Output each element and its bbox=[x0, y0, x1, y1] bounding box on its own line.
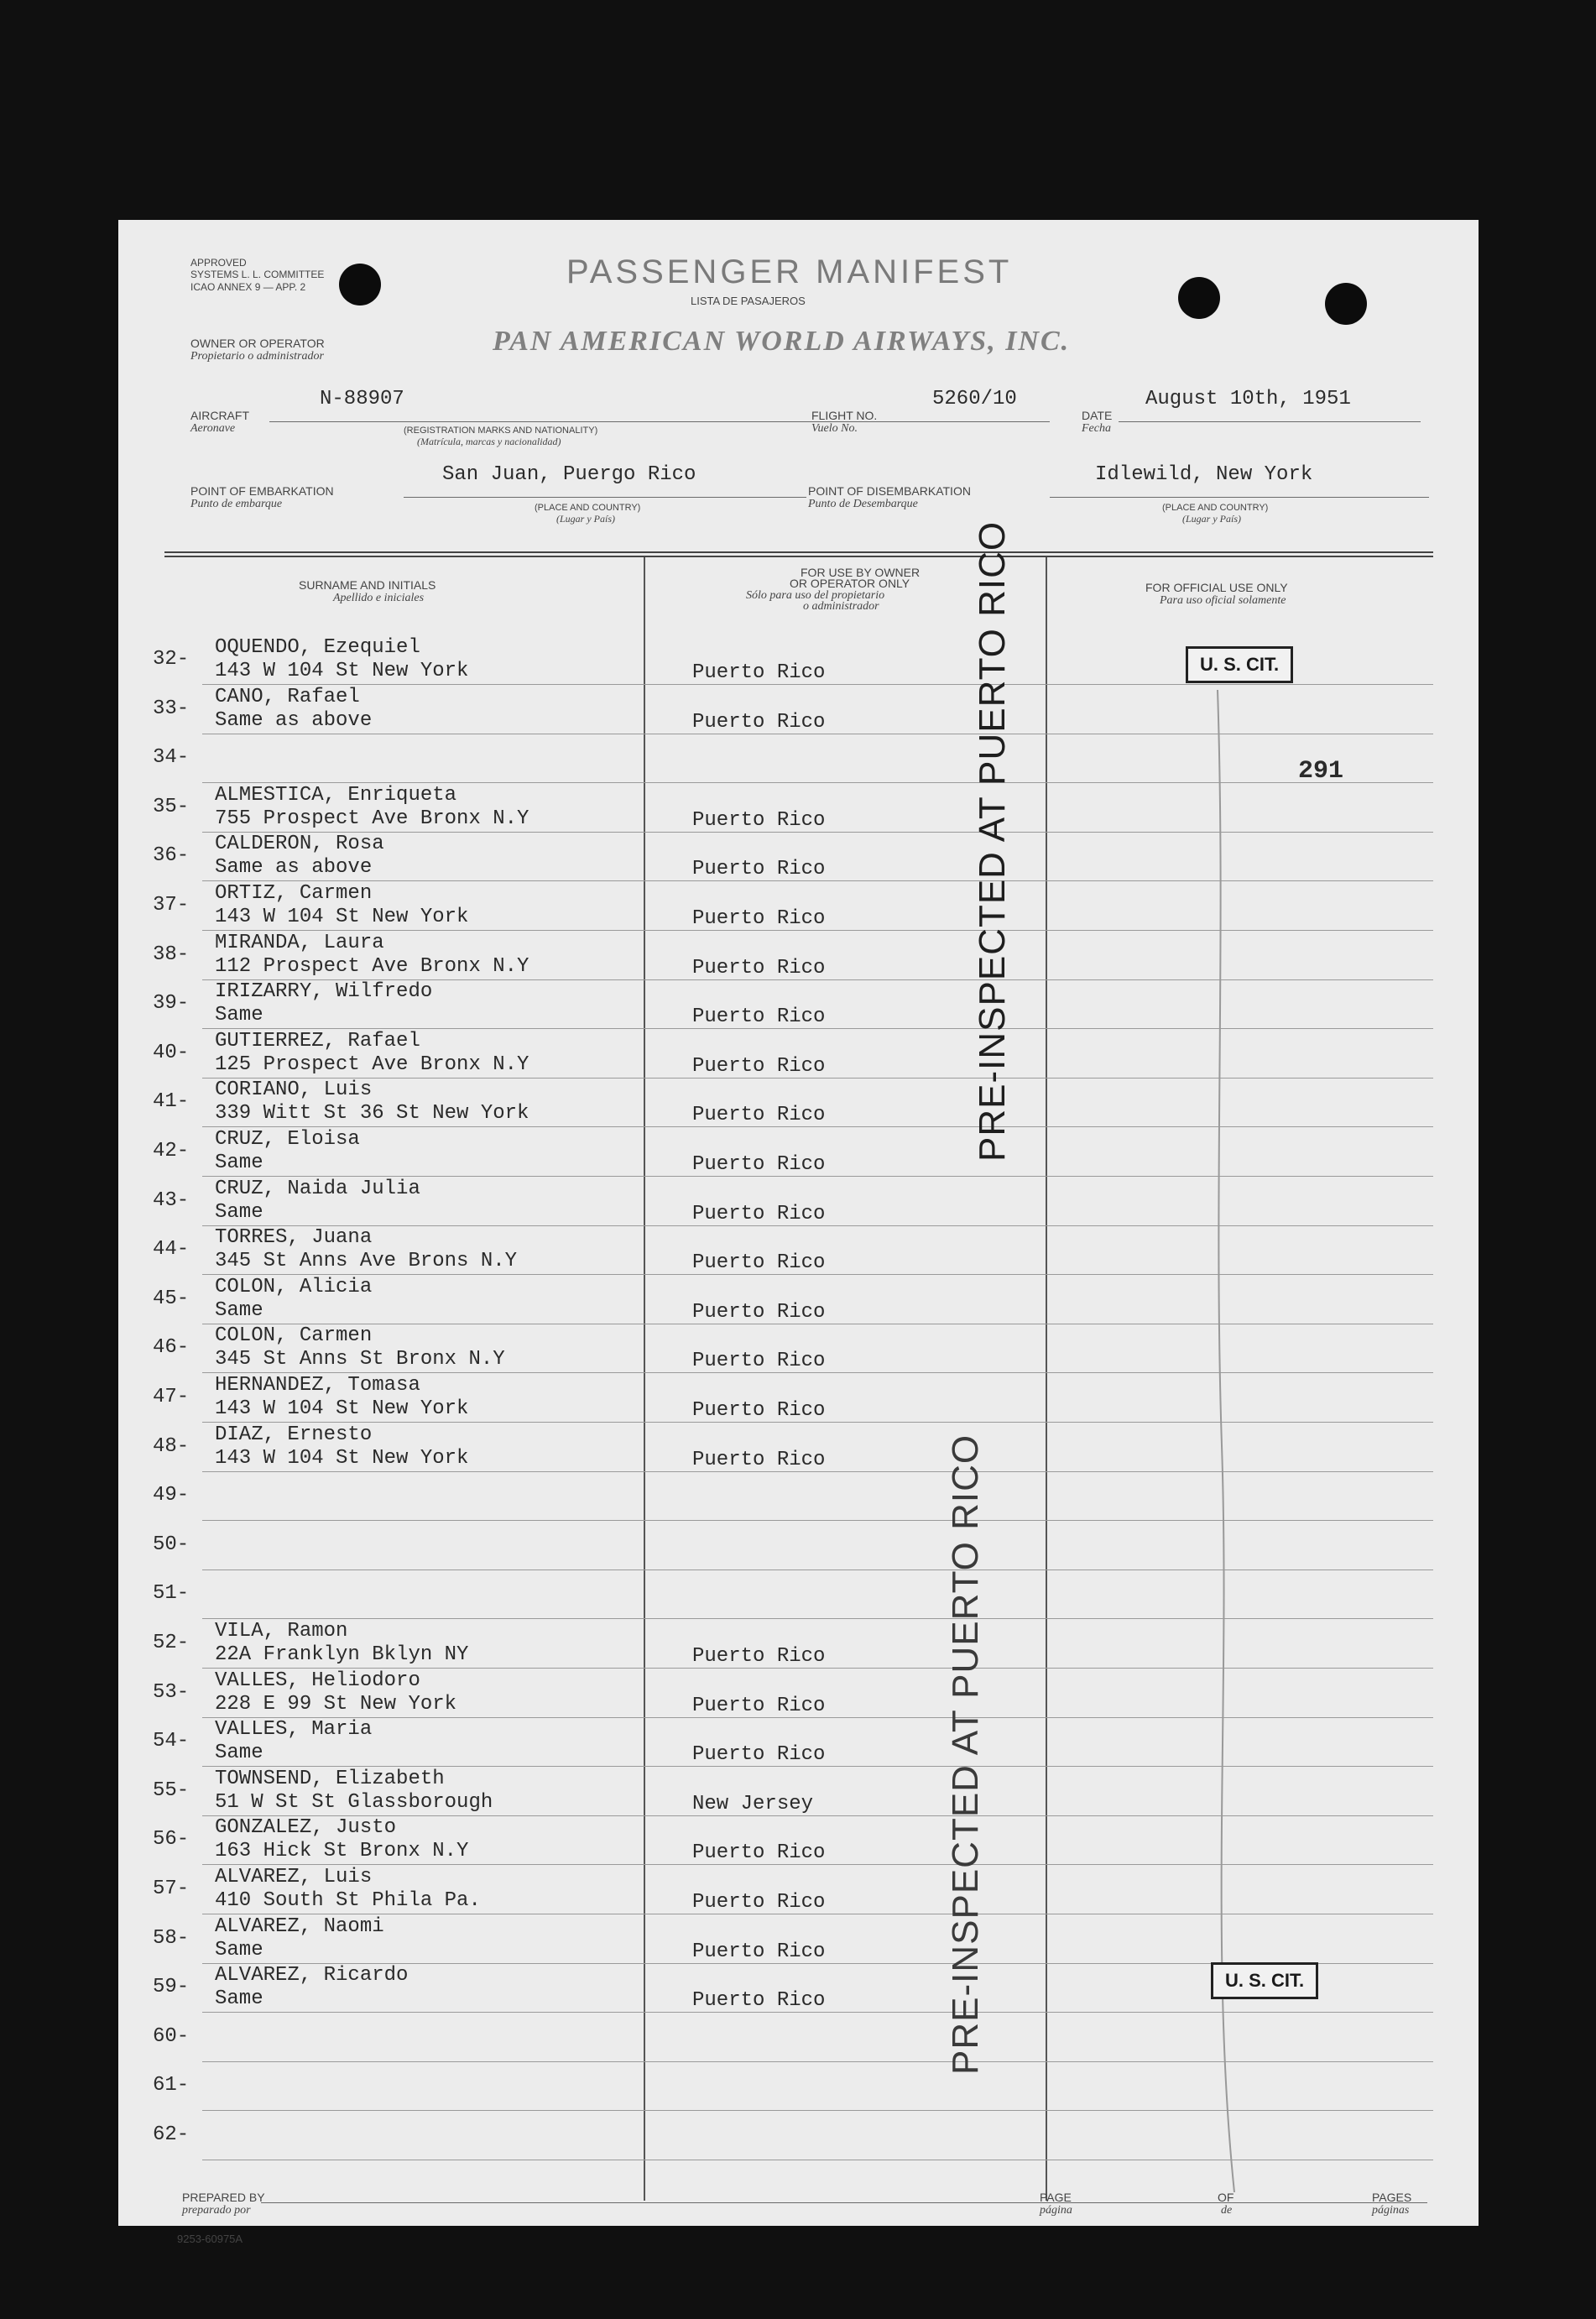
table-row bbox=[118, 1079, 1479, 1127]
preinspected-stamp-2: PRE-INSPECTED AT PUERTO RICO bbox=[945, 1434, 986, 2075]
disembark-place-note-es: (Lugar y País) bbox=[1182, 513, 1241, 525]
table-row bbox=[118, 2062, 1479, 2111]
passenger-country: Puerto Rico bbox=[692, 907, 826, 930]
passenger-name: ALVAREZ, Naomi bbox=[215, 1914, 384, 1938]
passenger-country: Puerto Rico bbox=[692, 1694, 826, 1717]
passenger-name: OQUENDO, Ezequiel bbox=[215, 636, 420, 659]
row-number: 32- bbox=[153, 648, 190, 671]
row-number: 47- bbox=[153, 1386, 190, 1408]
row-number: 34- bbox=[153, 746, 190, 770]
passenger-address: Same bbox=[215, 1742, 263, 1765]
disembark-label: POINT OF DISEMBARKATION bbox=[808, 484, 971, 498]
passenger-address: Same as above bbox=[215, 708, 373, 732]
passenger-name: ALVAREZ, Ricardo bbox=[215, 1964, 409, 1987]
row-number: 48- bbox=[153, 1434, 190, 1458]
passenger-address: 228 E 99 St New York bbox=[215, 1692, 457, 1716]
passenger-country: Puerto Rico bbox=[692, 1251, 826, 1275]
form-number: 9253-60975A bbox=[177, 2233, 243, 2245]
aircraft-label-es: Aeronave bbox=[190, 422, 236, 435]
table-row bbox=[118, 2013, 1479, 2062]
page-title-es: LISTA DE PASAJEROS bbox=[691, 295, 806, 307]
passenger-country: Puerto Rico bbox=[692, 1300, 826, 1324]
table-row bbox=[118, 1718, 1479, 1767]
row-number: 37- bbox=[153, 894, 190, 917]
passenger-name: DIAZ, Ernesto bbox=[215, 1423, 373, 1446]
passenger-country: Puerto Rico bbox=[692, 1940, 826, 1963]
passenger-country: Puerto Rico bbox=[692, 1448, 826, 1471]
aircraft-label: AIRCRAFT bbox=[190, 409, 249, 422]
passenger-name: CORIANO, Luis bbox=[215, 1079, 373, 1102]
passenger-address: 163 Hick St Bronx N.Y bbox=[215, 1840, 469, 1863]
passenger-name: COLON, Carmen bbox=[215, 1324, 373, 1348]
row-number: 58- bbox=[153, 1926, 190, 1950]
of-label: OF bbox=[1218, 2191, 1234, 2204]
row-number: 54- bbox=[153, 1730, 190, 1753]
preinspected-stamp-1: PRE-INSPECTED AT PUERTO RICO bbox=[972, 520, 1013, 1162]
date-value: August 10th, 1951 bbox=[1145, 388, 1351, 410]
table-row bbox=[118, 1226, 1479, 1275]
passenger-name: MIRANDA, Laura bbox=[215, 931, 384, 954]
row-number: 40- bbox=[153, 1041, 190, 1064]
passenger-country: Puerto Rico bbox=[692, 1989, 826, 2013]
registration-note-es: (Matrícula, marcas y nacionalidad) bbox=[417, 436, 561, 447]
manifest-sheet bbox=[118, 220, 1479, 2245]
approved-line-1: APPROVED bbox=[190, 257, 247, 269]
table-row bbox=[118, 1915, 1479, 1964]
passenger-address: 143 W 104 St New York bbox=[215, 906, 469, 928]
passenger-country: Puerto Rico bbox=[692, 1350, 826, 1373]
us-cit-stamp-top: U. S. CIT. bbox=[1186, 646, 1293, 683]
prepared-label-es: preparado por bbox=[182, 2204, 251, 2217]
table-row bbox=[118, 1374, 1479, 1423]
passenger-name: CANO, Rafael bbox=[215, 685, 360, 708]
passenger-address: 112 Prospect Ave Bronx N.Y bbox=[215, 954, 529, 978]
passenger-country: Puerto Rico bbox=[692, 956, 826, 979]
col-owner-use-2: OR OPERATOR ONLY bbox=[790, 577, 910, 590]
passenger-address: 143 W 104 St New York bbox=[215, 1397, 469, 1420]
row-number: 61- bbox=[153, 2074, 190, 2097]
passenger-address: Same bbox=[215, 1298, 263, 1322]
table-row bbox=[118, 1423, 1479, 1472]
passenger-count: 291 bbox=[1298, 757, 1344, 786]
disembark-value: Idlewild, New York bbox=[1095, 463, 1313, 486]
row-number: 35- bbox=[153, 795, 190, 818]
passenger-address: 22A Franklyn Bklyn NY bbox=[215, 1643, 469, 1666]
page-title: PASSENGER MANIFEST bbox=[566, 253, 1013, 290]
embark-underline bbox=[404, 497, 806, 498]
table-row bbox=[118, 932, 1479, 980]
table-row bbox=[118, 686, 1479, 734]
footer-rule bbox=[261, 2202, 1427, 2203]
row-number: 51- bbox=[153, 1582, 190, 1606]
table-row bbox=[118, 1276, 1479, 1324]
embark-value: San Juan, Puergo Rico bbox=[442, 463, 696, 486]
passenger-name: ORTIZ, Carmen bbox=[215, 882, 373, 905]
passenger-address: 345 St Anns St Bronx N.Y bbox=[215, 1348, 505, 1371]
passenger-address: 339 Witt St 36 St New York bbox=[215, 1102, 529, 1126]
passenger-country: Puerto Rico bbox=[692, 1645, 826, 1668]
table-row bbox=[118, 1768, 1479, 1816]
prepared-label: PREPARED BY bbox=[182, 2191, 265, 2204]
passenger-address: 125 Prospect Ave Bronx N.Y bbox=[215, 1052, 529, 1076]
date-label: DATE bbox=[1082, 409, 1113, 422]
passenger-country: Puerto Rico bbox=[692, 1153, 826, 1176]
passenger-name: TOWNSEND, Elizabeth bbox=[215, 1767, 445, 1790]
passenger-name: ALVAREZ, Luis bbox=[215, 1866, 373, 1888]
page-label: PAGE bbox=[1040, 2191, 1072, 2204]
passenger-address: Same bbox=[215, 1004, 263, 1027]
row-number: 53- bbox=[153, 1680, 190, 1704]
passenger-name: CRUZ, Eloisa bbox=[215, 1128, 360, 1151]
approved-line-3: ICAO ANNEX 9 — APP. 2 bbox=[190, 281, 306, 293]
embark-place-note-es: (Lugar y País) bbox=[556, 513, 615, 525]
passenger-name: TORRES, Juana bbox=[215, 1226, 373, 1250]
airline-name: PAN AMERICAN WORLD AIRWAYS, INC. bbox=[493, 326, 1071, 357]
owner-label: OWNER OR OPERATOR bbox=[190, 337, 325, 350]
embark-place-note: (PLACE AND COUNTRY) bbox=[535, 503, 641, 513]
col-official-1: FOR OFFICIAL USE ONLY bbox=[1145, 581, 1288, 594]
row-number: 46- bbox=[153, 1336, 190, 1360]
row-number: 44- bbox=[153, 1238, 190, 1261]
passenger-name: GONZALEZ, Justo bbox=[215, 1816, 397, 1840]
col-surname: SURNAME AND INITIALS bbox=[299, 578, 436, 592]
row-number: 50- bbox=[153, 1533, 190, 1556]
col-owner-use-3: Sólo para uso del propietario bbox=[746, 589, 885, 602]
table-row bbox=[118, 1128, 1479, 1177]
flight-label-es: Vuelo No. bbox=[811, 422, 858, 435]
table-row bbox=[118, 1570, 1479, 1619]
table-row bbox=[118, 2112, 1479, 2160]
row-number: 49- bbox=[153, 1484, 190, 1507]
row-number: 39- bbox=[153, 992, 190, 1016]
punch-hole bbox=[1325, 283, 1367, 325]
table-row bbox=[118, 833, 1479, 881]
passenger-address: Same bbox=[215, 1938, 263, 1961]
flight-value: 5260/10 bbox=[932, 388, 1017, 410]
passenger-name: VILA, Ramon bbox=[215, 1620, 348, 1643]
table-row bbox=[118, 1816, 1479, 1865]
row-number: 33- bbox=[153, 697, 190, 720]
embark-label: POINT OF EMBARKATION bbox=[190, 484, 334, 498]
table-top-rule bbox=[164, 551, 1433, 553]
passenger-address: 755 Prospect Ave Bronx N.Y bbox=[215, 807, 529, 830]
table-top-rule-2 bbox=[164, 556, 1433, 557]
row-number: 60- bbox=[153, 2024, 190, 2048]
row-number: 45- bbox=[153, 1287, 190, 1310]
passenger-country: Puerto Rico bbox=[692, 808, 826, 832]
col-surname-es: Apellido e iniciales bbox=[333, 592, 425, 604]
col-owner-use-4: o administrador bbox=[803, 600, 879, 613]
aircraft-value: N-88907 bbox=[320, 388, 404, 410]
passenger-name: COLON, Alicia bbox=[215, 1275, 373, 1298]
passenger-name: CRUZ, Naida Julia bbox=[215, 1177, 420, 1200]
passenger-country: Puerto Rico bbox=[692, 1005, 826, 1029]
passenger-name: VALLES, Heliodoro bbox=[215, 1669, 420, 1692]
passenger-name: CALDERON, Rosa bbox=[215, 833, 384, 856]
disembark-label-es: Punto de Desembarque bbox=[808, 498, 918, 510]
punch-hole bbox=[339, 264, 381, 306]
table-row bbox=[118, 1472, 1479, 1521]
passenger-country: Puerto Rico bbox=[692, 858, 826, 881]
passenger-address: 143 W 104 St New York bbox=[215, 1446, 469, 1470]
passenger-country: Puerto Rico bbox=[692, 1054, 826, 1078]
col-official-2: Para uso oficial solamente bbox=[1160, 594, 1286, 607]
row-number: 57- bbox=[153, 1878, 190, 1900]
passenger-country: Puerto Rico bbox=[692, 1202, 826, 1225]
punch-hole bbox=[1178, 277, 1220, 319]
table-row bbox=[118, 1178, 1479, 1226]
passenger-country: Puerto Rico bbox=[692, 710, 826, 734]
approved-line-2: SYSTEMS L. L. COMMITTEE bbox=[190, 269, 325, 280]
table-row bbox=[118, 734, 1479, 783]
table-row bbox=[118, 1866, 1479, 1914]
passenger-country: New Jersey bbox=[692, 1792, 814, 1815]
table-row bbox=[118, 980, 1479, 1029]
passenger-address: Same as above bbox=[215, 856, 373, 880]
row-number: 43- bbox=[153, 1188, 190, 1212]
passenger-country: Puerto Rico bbox=[692, 1841, 826, 1865]
passenger-address: 410 South St Phila Pa. bbox=[215, 1889, 481, 1912]
table-row bbox=[118, 784, 1479, 833]
us-cit-stamp-bottom: U. S. CIT. bbox=[1211, 1962, 1318, 1999]
date-label-es: Fecha bbox=[1082, 422, 1111, 435]
passenger-country: Puerto Rico bbox=[692, 1891, 826, 1914]
passenger-address: Same bbox=[215, 1200, 263, 1224]
row-number: 62- bbox=[153, 2123, 190, 2146]
pages-label-es: páginas bbox=[1372, 2204, 1410, 2217]
row-number: 56- bbox=[153, 1828, 190, 1852]
passenger-name: IRIZARRY, Wilfredo bbox=[215, 980, 433, 1004]
table-row bbox=[118, 882, 1479, 931]
row-number: 42- bbox=[153, 1140, 190, 1162]
passenger-name: GUTIERREZ, Rafael bbox=[215, 1029, 420, 1052]
passenger-name: ALMESTICA, Enriqueta bbox=[215, 783, 457, 807]
row-number: 41- bbox=[153, 1090, 190, 1114]
row-number: 52- bbox=[153, 1632, 190, 1654]
embark-label-es: Punto de embarque bbox=[190, 498, 283, 510]
passenger-address: Same bbox=[215, 1987, 263, 2011]
passenger-name: HERNANDEZ, Tomasa bbox=[215, 1374, 420, 1397]
pages-label: PAGES bbox=[1372, 2191, 1412, 2204]
passenger-address: 143 W 104 St New York bbox=[215, 660, 469, 682]
table-row bbox=[118, 1324, 1479, 1373]
passenger-address: 345 St Anns Ave Brons N.Y bbox=[215, 1250, 518, 1273]
row-number: 36- bbox=[153, 844, 190, 868]
owner-label-es: Propietario o administrador bbox=[190, 350, 324, 363]
passenger-country: Puerto Rico bbox=[692, 1399, 826, 1422]
of-label-es: de bbox=[1221, 2204, 1233, 2217]
table-row bbox=[118, 1030, 1479, 1079]
table-row bbox=[118, 1522, 1479, 1570]
passenger-country: Puerto Rico bbox=[692, 661, 826, 684]
col-owner-use-1: FOR USE BY OWNER bbox=[801, 566, 921, 579]
flight-label: FLIGHT NO. bbox=[811, 409, 878, 422]
table-row bbox=[118, 1669, 1479, 1718]
flight-underline bbox=[882, 421, 1050, 422]
row-number: 59- bbox=[153, 1976, 190, 1999]
disembark-underline bbox=[1050, 497, 1429, 498]
registration-note: (REGISTRATION MARKS AND NATIONALITY) bbox=[404, 426, 598, 436]
date-underline bbox=[1119, 421, 1421, 422]
page-label-es: página bbox=[1040, 2204, 1072, 2217]
passenger-name: VALLES, Maria bbox=[215, 1718, 373, 1742]
row-number: 38- bbox=[153, 943, 190, 966]
row-number: 55- bbox=[153, 1778, 190, 1802]
disembark-place-note: (PLACE AND COUNTRY) bbox=[1162, 503, 1269, 513]
passenger-address: Same bbox=[215, 1152, 263, 1174]
passenger-country: Puerto Rico bbox=[692, 1743, 826, 1767]
table-row bbox=[118, 1620, 1479, 1669]
passenger-address: 51 W St St Glassborough bbox=[215, 1790, 493, 1814]
passenger-country: Puerto Rico bbox=[692, 1104, 826, 1127]
